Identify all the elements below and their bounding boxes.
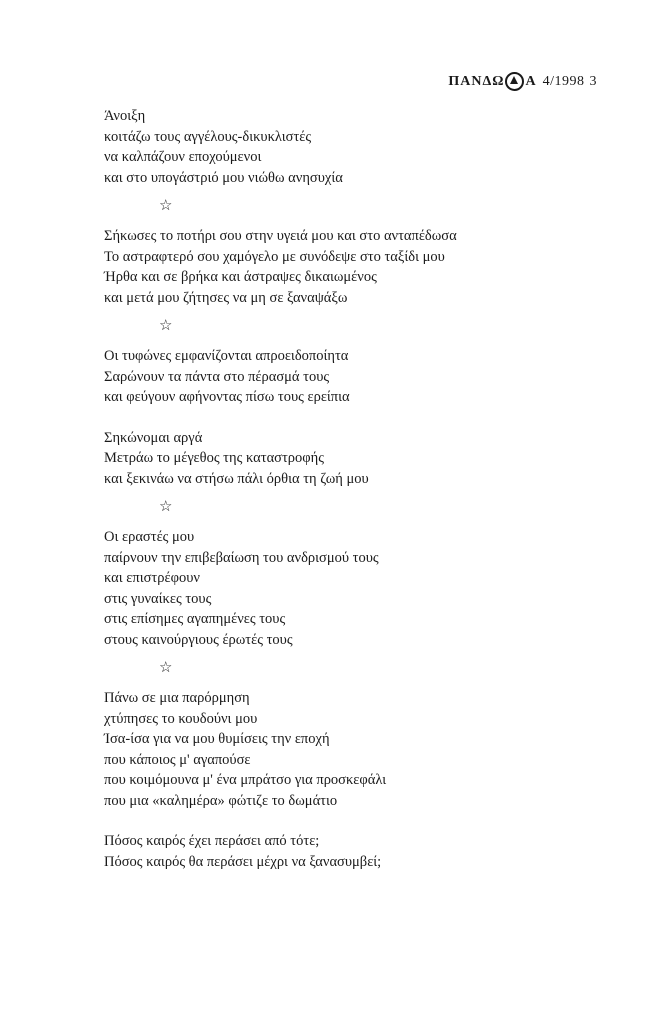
poem-line: Οι εραστές μου (104, 529, 195, 545)
poem-line: Το αστραφτερό σου χαμόγελο με συνόδεψε στο ταξίδι μου (104, 248, 445, 265)
poem-line: Οι τυφώνες εμφανίζονται απροειδοποίητα (104, 348, 349, 364)
poem-line: και στο υπογάστριό μου νιώθω ανησυχία (104, 169, 343, 186)
poem-line: και φεύγουν αφήνοντας πίσω τους ερείπια (104, 389, 350, 405)
poem-line: Μετράω το μέγεθος της καταστροφής (104, 450, 324, 466)
magazine-name-part2: Α (525, 73, 537, 89)
poem-line: στους καινούργιους έρωτές τους (104, 631, 293, 648)
poem-line: Ήρθα και σε βρήκα και άστραψες δικαιωμένος (104, 269, 377, 285)
issue-number: 4/1998 (542, 73, 585, 89)
poem-line: που κάποιος μ' αγαπούσε (104, 751, 251, 768)
poem-body (104, 106, 624, 872)
stanza-gap (104, 811, 624, 831)
poem-line: χτύπησες το κουδούνι μου (104, 710, 258, 727)
star-separator-icon: ☆ (159, 198, 173, 214)
circled-triangle-icon (505, 72, 524, 91)
page-number: 3 (589, 73, 597, 89)
poem-line: Σαρώνουν τα πάντα στο πέρασμά τους (104, 368, 330, 385)
poem-line: και μετά μου ζήτησες να μη σε ξαναψάξω (104, 289, 348, 306)
stanza (104, 346, 624, 408)
poem-line: στις γυναίκες τους (104, 590, 212, 607)
stanza (104, 527, 624, 650)
poem-line: Πόσος καιρός έχει περάσει από τότε; (104, 833, 320, 849)
poem-line: κοιτάζω τους αγγέλους-δικυκλιστές (104, 128, 312, 145)
star-separator-icon: ☆ (159, 660, 173, 676)
poem-line: Άνοιξη (104, 108, 146, 124)
poem-line: που κοιμόμουνα μ' ένα μπράτσο για προσκεφάλι (104, 772, 387, 788)
stanza-gap (104, 408, 624, 428)
poem-line: στις επίσημες αγαπημένες τους (104, 611, 286, 627)
poem-line: Σήκωσες το ποτήρι σου στην υγειά μου και στο ανταπέδωσα (104, 228, 457, 244)
star-separator-icon: ☆ (159, 318, 173, 334)
poem-line: παίρνουν την επιβεβαίωση του ανδρισμού τους (104, 549, 379, 566)
stanza (104, 831, 624, 872)
stanza (104, 428, 624, 490)
poem-line: Ίσα-ίσα για να μου θυμίσεις την εποχή (104, 731, 330, 747)
stanza (104, 106, 624, 188)
magazine-name-part1: ΠΑΝΔΩ (448, 73, 505, 89)
poem-line: που μια «καλημέρα» φώτιζε το δωμάτιο (104, 792, 338, 809)
stanza (104, 688, 624, 811)
page-header (448, 72, 597, 91)
poem-line: Σηκώνομαι αργά (104, 429, 203, 446)
poem-line: Πάνω σε μια παρόρμηση (104, 690, 250, 706)
poem-line: να καλπάζουν εποχούμενοι (104, 149, 262, 165)
stanza (104, 226, 624, 308)
star-separator-icon: ☆ (159, 499, 173, 515)
poem-line: και επιστρέφουν (104, 570, 200, 586)
poem-line: Πόσος καιρός θα περάσει μέχρι να ξανασυμβεί; (104, 853, 382, 870)
poem-line: και ξεκινάω να στήσω πάλι όρθια τη ζωή μου (104, 470, 369, 487)
